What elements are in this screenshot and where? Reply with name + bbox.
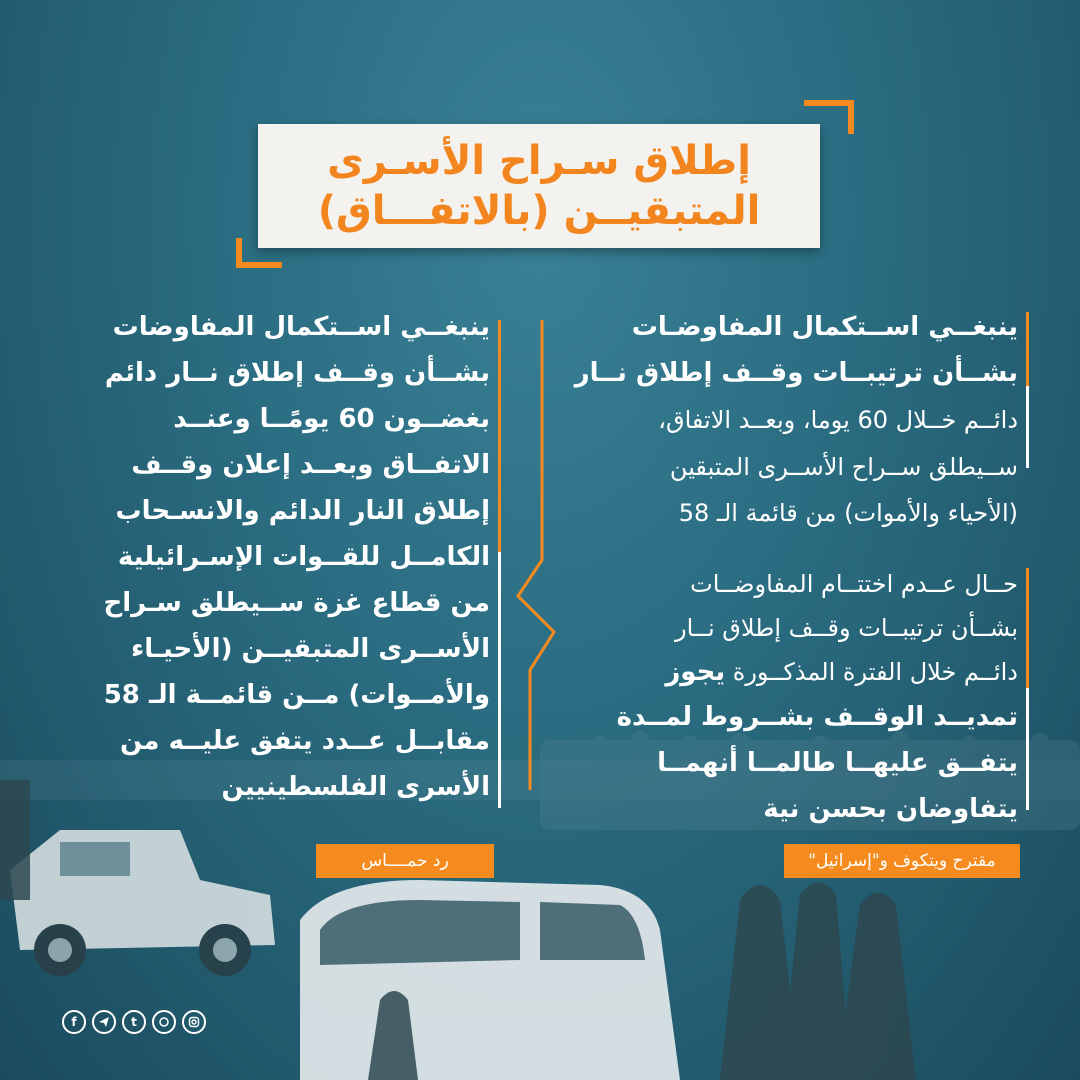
right-bottom-bar bbox=[1026, 568, 1029, 688]
title-box bbox=[258, 124, 820, 248]
title-line-2: المتبقيــن (بالاتفـــاق) bbox=[317, 188, 761, 234]
proposal-text-bottom bbox=[570, 562, 1018, 832]
text-line: بشــأن ترتيبــات وقــف إطلاق نــار bbox=[675, 614, 1018, 642]
title-bracket-bottom-left bbox=[236, 238, 282, 268]
text-line: ينبغــي اســتكمال المفاوضـات bbox=[631, 312, 1018, 342]
text-line: بشــأن ترتيبــات وقــف إطلاق نــار bbox=[574, 358, 1018, 388]
text-line: دائــم خــلال 60 يوما، وبعــد الاتفاق، bbox=[658, 406, 1018, 434]
text-line: (الأحياء والأموات) من قائمة الـ 58 bbox=[678, 499, 1018, 527]
facebook-icon[interactable]: f bbox=[62, 1010, 86, 1034]
text-line: بشــأن وقــف إطلاق نــار دائم bbox=[104, 358, 490, 388]
text-line: ســيطلق ســراح الأســرى المتبقين bbox=[669, 453, 1018, 481]
text-line: بغضــون 60 يومًــا وعنــد bbox=[173, 404, 490, 434]
telegram-icon[interactable] bbox=[92, 1010, 116, 1034]
text-line: حــال عــدم اختتــام المفاوضــات bbox=[690, 570, 1018, 598]
right-bottom-bar-lower bbox=[1026, 688, 1029, 810]
zigzag-divider bbox=[512, 320, 562, 790]
text-line: الأســرى المتبقيــن (الأحيـاء bbox=[131, 634, 490, 664]
text-line: الكامــل للقــوات الإسـرائيلية bbox=[117, 542, 490, 572]
text-line: الأسرى الفلسطينيين bbox=[221, 772, 490, 802]
right-top-bar bbox=[1026, 312, 1029, 386]
text-line: الاتفــاق وبعــد إعلان وقــف bbox=[131, 450, 490, 480]
text-line: والأمــوات) مــن قائمــة الـ 58 bbox=[103, 680, 490, 710]
text-line: يتفــق عليهــا طالمــا أنهمــا bbox=[657, 748, 1018, 778]
hamas-response-label: رد حمــــاس bbox=[316, 844, 494, 878]
pickup-truck bbox=[10, 830, 275, 976]
proposal-text-top bbox=[570, 304, 1018, 536]
twitter-icon[interactable]: t bbox=[122, 1010, 146, 1034]
instagram-icon[interactable] bbox=[182, 1010, 206, 1034]
text-line: إطلاق النار الدائم والانسـحاب bbox=[115, 496, 490, 526]
text-line: من قطاع غزة ســيطلق سـراح bbox=[103, 588, 490, 618]
text-segment: دائــم خلال الفترة المذكــورة bbox=[725, 658, 1018, 686]
text-line: يتفاوضان بحسن نية bbox=[763, 794, 1018, 824]
right-top-bar-lower bbox=[1026, 386, 1029, 468]
text-segment-bold: يجوز bbox=[665, 657, 726, 687]
left-column-bar-lower bbox=[498, 552, 501, 808]
left-column-bar bbox=[498, 320, 501, 552]
whatsapp-icon[interactable] bbox=[152, 1010, 176, 1034]
witkoff-proposal-label: مقترح ويتكوف و"إسرائيل" bbox=[784, 844, 1020, 878]
text-line: تمديــد الوقــف بشــروط لمــدة bbox=[616, 702, 1018, 732]
white-van bbox=[300, 880, 680, 1080]
hamas-response-text bbox=[50, 304, 490, 810]
social-icons bbox=[62, 1010, 206, 1034]
title-line-1: إطلاق سـراح الأسـرى bbox=[327, 138, 751, 184]
text-line-mixed bbox=[570, 650, 1018, 694]
text-line: مقابــل عــدد يتفق عليــه من bbox=[120, 726, 490, 756]
text-line: ينبغــي اســتكمال المفاوضات bbox=[112, 312, 490, 342]
